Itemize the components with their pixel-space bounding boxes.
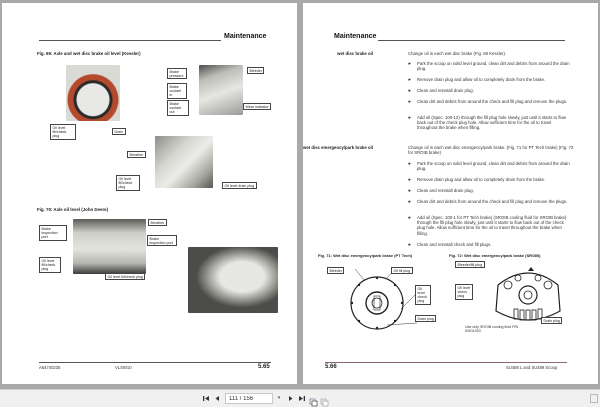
step-text: Clean and reinstall drain plug. — [417, 188, 474, 193]
cooling-fluid-note: Use only SROIB cooling fluid P/N 63011003 — [465, 325, 519, 334]
pointer-icon: ☛ — [408, 177, 412, 182]
prev-page-icon — [213, 394, 222, 403]
callout-wear-indicator: Wear indicator — [243, 103, 271, 110]
step-item — [408, 99, 573, 104]
step-text: Remove drain plug and allow oil to completely drain from the brake. — [417, 77, 546, 82]
page-number: 5.66 — [325, 364, 337, 370]
step-item — [408, 115, 573, 131]
step-text: Park the scoop on solid level ground, clean dirt and debris from around the drain plug. — [417, 61, 570, 72]
last-page-button[interactable] — [297, 394, 306, 404]
callout-oil-drain: Oil level drain plug — [222, 182, 257, 189]
pointer-icon: ☛ — [408, 61, 412, 66]
callout-drain: Drain plug — [541, 317, 562, 324]
header-rule — [378, 40, 565, 41]
step-text: Park the scoop on solid level ground, clean dirt and debris from around the drain plug. — [417, 161, 570, 172]
pointer-icon: ☛ — [408, 115, 412, 120]
footer-rule — [325, 362, 567, 363]
step-text: Clean dirt and debris from around the check and fill plug and remove the plugs. — [417, 99, 568, 104]
callout-oil-fill-check-left: Oil level fill/check plug — [39, 257, 61, 273]
pointer-icon: ☛ — [408, 215, 412, 220]
callout-drain: Drain — [112, 128, 126, 135]
callout-oil-fill-check-bottom: Oil level fill/check plug — [105, 273, 145, 280]
callout-oil-fill-check-2: Oil level fill/check plug — [116, 175, 140, 191]
callout-brake-coolant-in: Brake coolant in — [167, 83, 187, 99]
callout-oil-fill: Oil fill plug — [391, 267, 413, 274]
section-intro: Change oil in each wet disc emergency/park brake. (Fig. 71 for PT Tech brake) (Fig. 72 for SROIB brake) — [408, 145, 574, 156]
footer-rule — [39, 362, 271, 363]
callout-bleeder-fill: Bleeder/fill plug — [455, 261, 485, 268]
page-left — [2, 3, 297, 384]
pointer-icon: ☛ — [408, 199, 412, 204]
callout-breather: Breather — [127, 151, 146, 158]
step-item — [408, 199, 573, 204]
step-text: Clean and reinstall check and fill plugs. — [417, 242, 492, 247]
step-item — [408, 188, 573, 193]
section-title: Maintenance — [224, 33, 267, 40]
step-item — [408, 215, 573, 236]
callout-oil-check: Oil level check plug — [455, 284, 473, 300]
callout-brake-pressure: Brake pressure — [167, 68, 187, 79]
section-heading: wet disc brake oil — [337, 51, 373, 56]
pointer-icon: ☛ — [408, 88, 412, 93]
last-page-icon — [297, 394, 306, 403]
step-text: Add oil (Spec. 100-1 for PT Tech brake) (SROIB cooling fluid for SROIB brake) through the fill plug hole slowly, just until it starts to flow back out of the check plug hole. Allow sufficient time for the oil to travel throughout the brake when filling. — [417, 215, 567, 236]
navigation-bar — [0, 389, 600, 407]
first-page-icon — [202, 394, 211, 403]
two-page-view-icon — [320, 398, 329, 407]
callout-brake-coolant-out: Brake coolant out — [167, 100, 189, 116]
step-text: Add oil (Spec. 100-12) through the fill plug hole slowly, just until it starts to flow back out of the check plug hole. Allow sufficient time for the oil to travel throughout the brake when filling. — [417, 115, 566, 131]
figure-caption: Fig. 72: Wet disc emergency/park brake (SROIB) — [449, 253, 541, 258]
callout-oil-check: Oil level check plug — [415, 285, 431, 305]
revision: VLSW10 — [115, 365, 132, 370]
header-rule — [39, 40, 221, 41]
step-text: Remove drain plug and allow oil to completely drain from the brake. — [417, 177, 546, 182]
callout-brake-inspection-right: Brake inspection port — [147, 235, 177, 246]
single-page-view-button[interactable] — [309, 394, 318, 403]
john-deere-axle-photo — [73, 219, 146, 274]
page-dropdown-button[interactable] — [275, 393, 283, 404]
pointer-icon: ☛ — [408, 77, 412, 82]
section-title: Maintenance — [334, 33, 377, 40]
step-item — [408, 88, 573, 93]
chevron-down-icon: ▾ — [277, 395, 281, 401]
callout-drain: Drain plug — [415, 315, 436, 322]
next-page-icon — [286, 394, 295, 403]
two-page-view-button[interactable] — [320, 394, 329, 403]
page-number-input[interactable] — [225, 393, 273, 404]
brake-block-photo — [199, 65, 243, 115]
figure-caption: Fig. 71: Wet disc emergency/park brake (PT Tech) — [318, 253, 413, 258]
prev-page-button[interactable] — [213, 394, 222, 404]
axle-housing-photo — [155, 136, 213, 188]
figure-caption: Fig. 69: Axle and wet disc brake oil level (Kessler) — [37, 51, 141, 56]
axle-closeup-photo — [188, 247, 278, 313]
step-item — [408, 242, 573, 247]
callout-brake-inspection-left: Brake inspection port — [39, 225, 67, 241]
pointer-icon: ☛ — [408, 99, 412, 104]
figure-caption: Fig. 70: Axle oil level (John Deere) — [37, 207, 109, 212]
pointer-icon: ☛ — [408, 188, 412, 193]
page-number: 5.65 — [258, 364, 270, 370]
step-item — [408, 161, 573, 171]
step-text: Clean dirt and debris from around the check and fill plug and remove the plugs. — [417, 199, 568, 204]
next-page-button[interactable] — [286, 394, 295, 404]
callout-bleeder: Bleeder — [247, 67, 264, 74]
step-item — [408, 177, 573, 182]
single-page-view-icon — [309, 398, 318, 407]
step-item — [408, 61, 573, 71]
callout-bleeder: Bleeder — [327, 267, 344, 274]
callout-breather: Breather — [148, 219, 167, 226]
pointer-icon: ☛ — [408, 161, 412, 166]
pointer-icon: ☛ — [408, 242, 412, 247]
section-heading: wet disc emergency/park brake oil — [303, 145, 373, 150]
kessler-hub-photo — [66, 65, 120, 121]
first-page-button[interactable] — [202, 394, 211, 404]
step-text: Clean and reinstall drain plug. — [417, 88, 474, 93]
doc-number: A64740235 — [39, 365, 61, 370]
resize-grip-icon[interactable] — [590, 394, 598, 403]
callout-oil-fill-check: Oil level fill/check plug — [50, 124, 76, 140]
product-name: SU488 L and SU489 Scoop — [506, 365, 558, 370]
page-right — [303, 3, 598, 384]
step-item — [408, 77, 573, 82]
section-intro: Change oil in each wet disc brake (Fig. 69 Kessler). — [408, 51, 507, 56]
